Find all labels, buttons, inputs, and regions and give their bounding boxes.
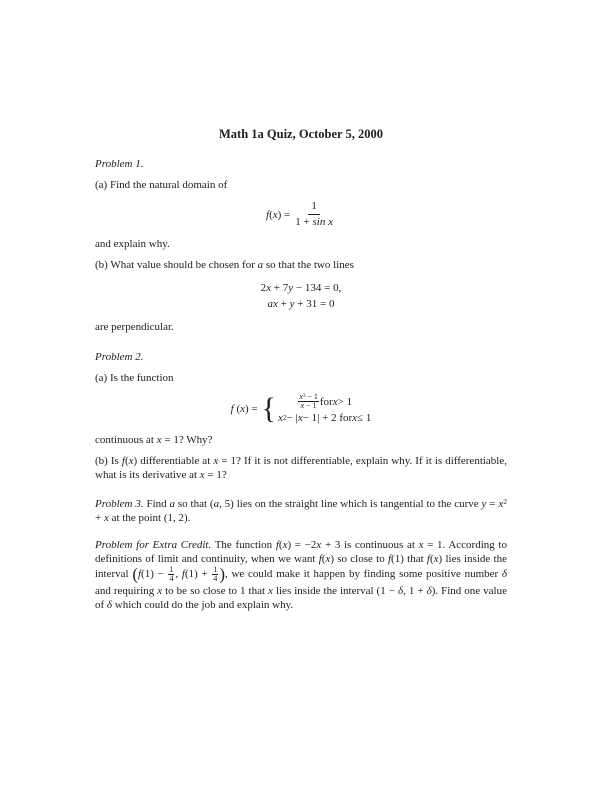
problem1-part-b-intro: (b) What value should be chosen for a so that the two lines <box>95 259 354 271</box>
case-row-1: $\frac{x^3 - 1}{x - 1}$ for x > 1 <box>299 392 353 411</box>
page-content <box>95 127 507 612</box>
display-fraction <box>292 200 336 229</box>
fraction-denominator: 1 + sin x <box>295 216 333 228</box>
equation-row: f (x) = { $\frac{x^3 - 1}{x - 1}$ for x > 1 x 2 − | x − 1| + 2 for x ≤ 1 <box>230 391 372 425</box>
inline-fraction: $\frac{x^3 - 1}{x - 1}$ <box>299 392 318 411</box>
case-row-2: x 2 − | x − 1| + 2 for x ≤ 1 <box>278 411 372 424</box>
equation-lhs: f (x) = <box>230 402 258 415</box>
problem1-part-b-outro: are perpendicular. <box>95 321 174 333</box>
problem1-heading: Problem 1. <box>95 158 144 170</box>
problem2-part-b: (b) Is f(x) differentiable at x = 1? If it is not differentiable, explain why. If it is differentiable, what is its derivative at x = 1? <box>95 454 507 481</box>
equation-line-2: ax + y + 31 = 0 <box>267 298 335 310</box>
problem2-part-a-outro: continuous at x = 1? Why? <box>95 433 213 446</box>
equation-lhs: f(x) = <box>266 208 291 221</box>
equation-row <box>266 200 336 229</box>
problem3-body: Find a so that (a, 5) lies on the straight line which is tangential to the curve $y = x^2 + x$ at the point (1, 2). <box>95 496 507 524</box>
problem2-heading: Problem 2. <box>95 351 144 363</box>
problem3-heading: Problem 3. <box>95 497 144 510</box>
problem3 <box>95 495 507 525</box>
equation-line-1: 2x + 7y − 134 = 0, <box>260 282 342 294</box>
problem1-part-a-outro: and explain why. <box>95 238 170 250</box>
problem2-part-a-intro: (a) Is the function <box>95 372 174 384</box>
fraction-numerator: 1 <box>308 200 320 215</box>
piecewise-cases <box>278 393 371 425</box>
inline-fraction: $\frac{1}{4}$ <box>213 564 218 584</box>
page-title: Math 1a Quiz, October 5, 2000 <box>219 127 383 141</box>
extra-credit-heading: Problem for Extra Credit. <box>95 538 212 551</box>
extra-credit <box>95 538 507 612</box>
inline-fraction: $\frac{1}{4}$ <box>169 564 174 584</box>
problem1-part-a-intro: (a) Find the natural domain of <box>95 179 228 191</box>
equation-piecewise <box>95 393 507 425</box>
equation-natural-domain <box>95 200 507 229</box>
extra-credit-body: The function f(x) = −2x + 3 is continuous at x = 1. According to definitions of limit and continuity, when we want f(x) so close to f(1) that f(x) lies inside the interval (f(1) − $\frac{1}{4}$ , f(1) + $\frac{1}{4}$ ), we could make it happen by finding some positive number δ and requiring x to be so close to 1 that x lies inside the interval (1 − δ, 1 + δ). Find one value of δ which could do the job and explain why. <box>95 538 508 611</box>
equation-two-lines <box>95 280 507 312</box>
